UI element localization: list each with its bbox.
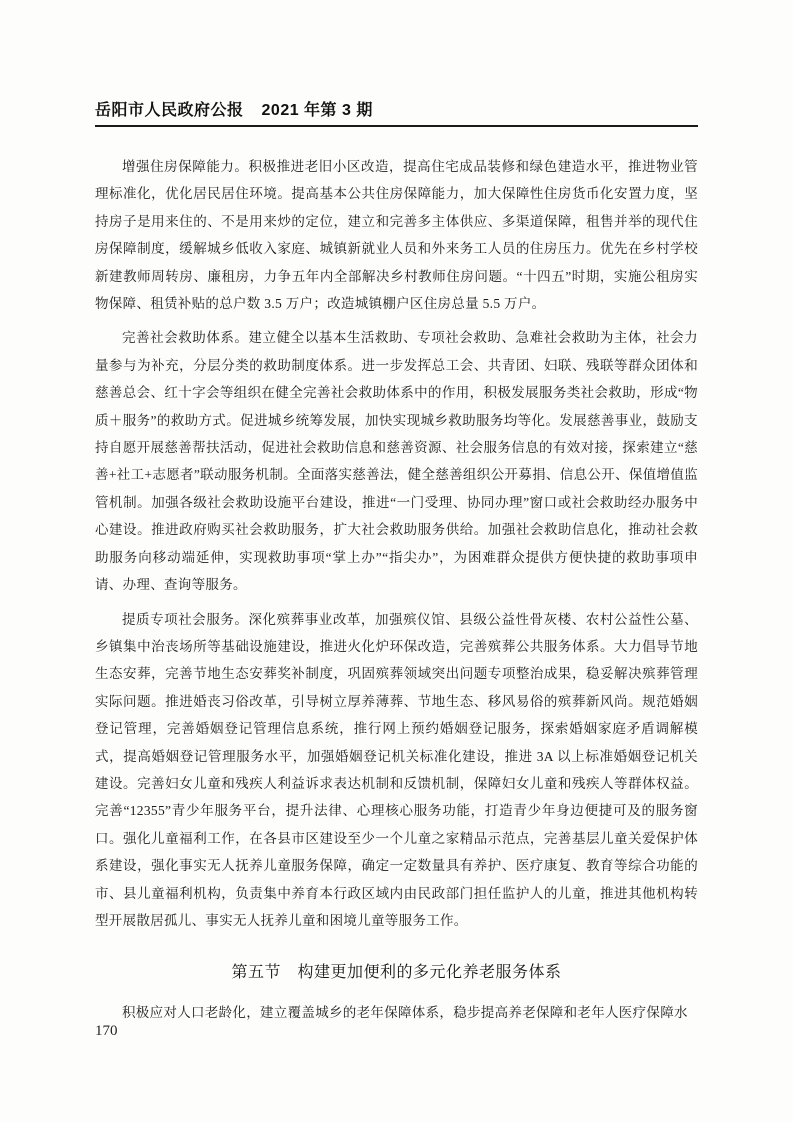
page-number: 170: [95, 1023, 118, 1039]
section-heading-elderly-care: 第五节 构建更加便利的多元化养老服务体系: [231, 964, 562, 982]
page-footer: [95, 1022, 118, 1040]
paragraph-housing-security: 增强住房保障能力。积极推进老旧小区改造，提高住宅成品装修和绿色建造水平，推进物业管理标准化，优化居民居住环境。提高基本公共住房保障能力，加大保障性住房货币化安置力度，坚持房子是用来住的、不是用来炒的定位，建立和完善多主体供应、多渠道保障，租售并举的现代住房保障制度，缓解城乡低收入家庭、城镇新就业人员和外来务工人员的住房压力。优先在乡村学校新建教师周转房、廉租房，力争五年内全部解决乡村教师住房问题。“十四五”时期，实施公租房实物保障、租赁补贴的总户数 3.5 万户；改造城镇棚户区住房总量 5.5 万户。: [95, 159, 698, 312]
page-body: [95, 153, 698, 1027]
gazette-title: 岳阳市人民政府公报: [95, 102, 244, 119]
paragraph-special-social-services: 提质专项社会服务。深化殡葬事业改革，加强殡仪馆、县级公益性骨灰楼、农村公益性公墓、乡镇集中治丧场所等基础设施建设，推进火化炉环保改造，完善殡葬公共服务体系。大力倡导节地生态安葬，完善节地生态安葬奖补制度，巩固殡葬领域突出问题专项整治成果，稳妥解决殡葬管理实际问题。推进婚丧习俗改革，引导树立厚养薄葬、节地生态、移风易俗的殡葬新风尚。规范婚姻登记管理，完善婚姻登记管理信息系统，推行网上预约婚姻登记服务，探索婚姻家庭矛盾调解模式，提高婚姻登记管理服务水平，加强婚姻登记机关标准化建设，推进 3A 以上标准婚姻登记机关建设。完善妇女儿童和残疾人利益诉求表达机制和反馈机制，保障妇女儿童和残疾人等群体权益。完善“12355”青少年服务平台，提升法律、心理核心服务功能，打造青少年身边便捷可及的服务窗口。强化儿童福利工作，在各县市区建设至少一个儿童之家精品示范点，完善基层儿童关爱保护体系建设，强化事实无人抚养儿童服务保障，确定一定数量具有养护、医疗康复、教育等综合功能的市、县儿童福利机构，负责集中养育本行政区域内由民政部门担任监护人的儿童，推进其他机构转型开展散居孤儿、事实无人抚养儿童和困境儿童等服务工作。: [95, 611, 698, 928]
paragraph-social-assistance: 完善社会救助体系。建立健全以基本生活救助、专项社会救助、急难社会救助为主体，社会力量参与为补充，分层分类的救助制度体系。进一步发挥总工会、共青团、妇联、残联等群众团体和慈善总会、红十字会等组织在健全完善社会救助体系中的作用，积极发展服务类社会救助，形成“物质＋服务”的救助方式。促进城乡统筹发展，加快实现城乡救助服务均等化。发展慈善事业，鼓励支持自愿开展慈善帮扶活动，促进社会救助信息和慈善资源、社会服务信息的有效对接，探索建立“慈善+社工+志愿者”联动服务机制。全面落实慈善法，健全慈善组织公开募捐、信息公开、保值增值监管机制。加强各级社会救助设施平台建设，推进“一门受理、协同办理”窗口或社会救助经办服务中心建设。推进政府购买社会救助服务，扩大社会救助服务供给。加强社会救助信息化，推动社会救助服务向移动端延伸，实现救助事项“掌上办”“指尖办”，为困难群众提供方便快捷的救助事项申请、办理、查询等服务。: [95, 330, 698, 593]
page-content: [95, 97, 698, 1027]
page-header: [95, 97, 698, 127]
paragraph-aging-population: 积极应对人口老龄化，建立覆盖城乡的老年保障体系，稳步提高养老保障和老年人医疗保障水: [122, 1005, 688, 1021]
gazette-issue-number: 2021 年第 3 期: [261, 102, 373, 119]
